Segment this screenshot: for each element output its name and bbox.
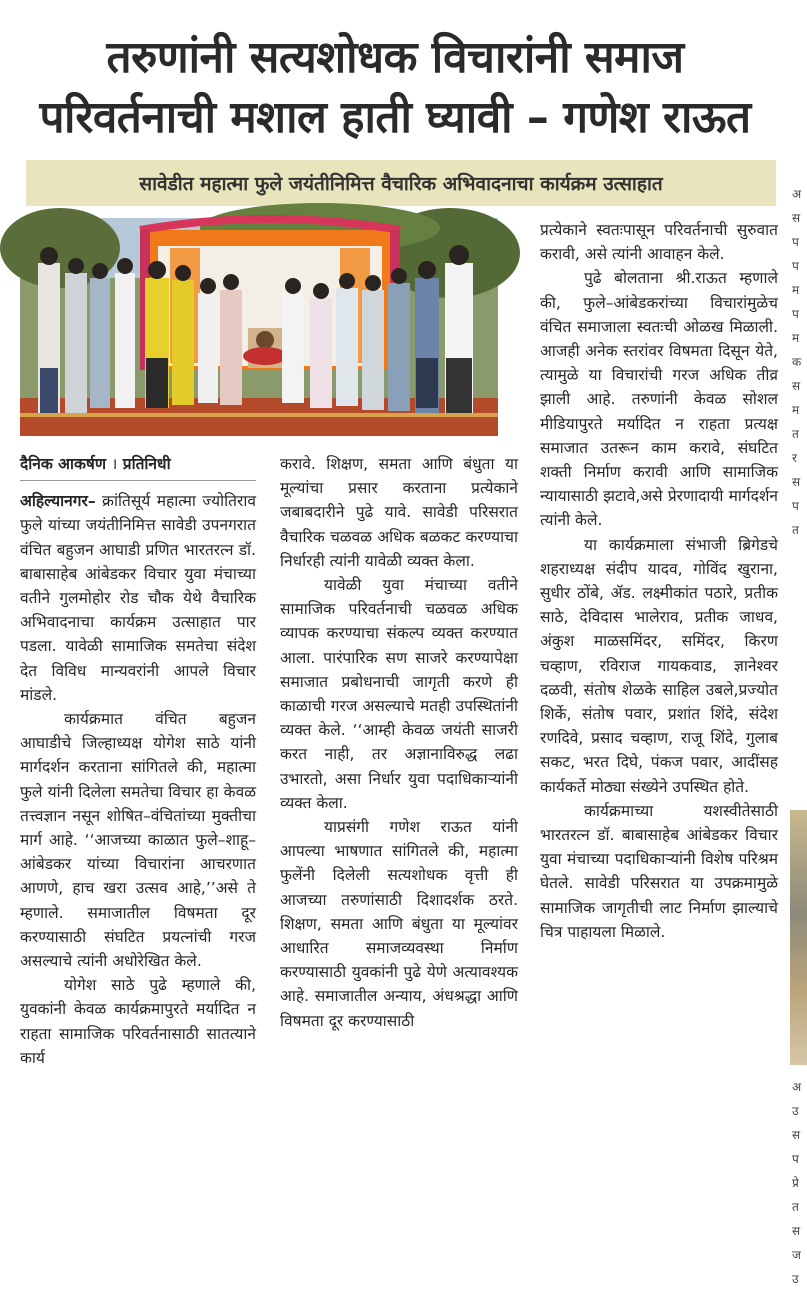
adjacent-text-char: स <box>792 1128 801 1142</box>
article-paragraph: प्रत्येकाने स्वतःपासून परिवर्तनाची सुरुवात करावी, असे त्यांनी आवाहन केले. <box>540 221 778 264</box>
adjacent-text-char: प्रे <box>792 1176 799 1190</box>
adjacent-text-char: अ <box>792 1080 802 1094</box>
adjacent-photo-fragment <box>790 810 807 1065</box>
adjacent-text-char: प <box>792 307 799 321</box>
adjacent-text-char: म <box>792 403 800 417</box>
adjacent-text-top <box>792 182 806 542</box>
adjacent-text-char: स <box>792 475 801 489</box>
adjacent-text-char: स <box>792 379 801 393</box>
adjacent-text-char: त <box>792 1200 799 1214</box>
byline <box>20 452 256 481</box>
adjacent-text-char: म <box>792 283 800 297</box>
adjacent-text-char: प <box>792 259 799 273</box>
article-column-1 <box>20 452 256 1070</box>
article-paragraph: कार्यक्रमात वंचित बहुजन आघाडीचे जिल्हाध्यक्ष योगेश साठे यांनी मार्गदर्शन करताना सांगितले की, महात्मा फुले यांनी दिलेला समतेचा विचार हा केवळ तत्त्वज्ञान नसून शोषित–वंचितांच्या मुक्तीचा मार्ग आहे. ‘‘आजच्या काळात फुले–शाहू–आंबेडकर यांच्या विचारांना आचरणात आणणे, हाच खरा उत्सव आहे,’’असे ते म्हणाले. समाजातील विषमता दूर करण्यासाठी संघटित प्रयत्नांची गरज असल्याचे त्यांनी अधोरेखित केले. <box>20 710 256 971</box>
adjacent-text-char: प <box>792 499 799 513</box>
adjacent-text-char: त <box>792 523 799 537</box>
subheadline-band <box>26 160 776 206</box>
adjacent-text-char: उ <box>792 1272 799 1286</box>
adjacent-text-char: र <box>792 451 797 465</box>
article-paragraph: योगेश साठे पुढे म्हणाले की, युवकांनी केवळ कार्यक्रमापुरते मर्यादित न राहता सामाजिक परिवर्तनासाठी सातत्याने कार्य <box>20 976 256 1067</box>
adjacent-text-char: अ <box>792 187 802 201</box>
article-paragraph: यावेळी युवा मंचाच्या वतीने सामाजिक परिवर्तनाची चळवळ अधिक व्यापक करण्याचा संकल्प व्यक्त करण्यात आला. पारंपारिक सण साजरे करण्यापेक्षा समाजात प्रबोधनाची जागृती करणे ही काळाची गरज असल्याचे मतही उपस्थितांनी व्यक्त केले. ‘‘आम्ही केवळ जयंती साजरी करत नाही, तर अज्ञानाविरुद्ध लढा उभारतो, असा निर्धार युवा पदाधिकाऱ्यांनी व्यक्त केला. <box>280 576 518 812</box>
adjacent-text-char: म <box>792 331 800 345</box>
adjacent-article-fragment <box>790 170 807 1286</box>
adjacent-text-char: क <box>792 355 802 369</box>
paragraph-text: क्रांतिसूर्य महात्मा ज्योतिराव फुले यांच्या जयंतीनिमित्त सावेडी उपनगरात वंचित बहुजन आघाडी प्रणित भारतरत्न डॉ. बाबासाहेब आंबेडकर विचार युवा मंचाच्या वतीने गुलमोहोर रोड चौक येथे वैचारिक अभिवादनाचा कार्यक्रम उत्साहात पार पडला. यावेळी सामाजिक समतेचा संदेश देत विविध मान्यवरांनी आपले विचार मांडले. <box>20 492 256 704</box>
byline-separator: । <box>111 455 118 473</box>
adjacent-text-bottom <box>792 1075 806 1291</box>
article-paragraph <box>20 489 256 707</box>
article-paragraph: या कार्यक्रमाला संभाजी ब्रिगेडचे शहराध्यक्ष संदीप यादव, गोविंद खुराना, सुधीर ठोंबे, ॲड. लक्ष्मीकांत पठारे, प्रतीक साठे, देविदास भालेराव, प्रतीक जाधव, अंकुश माळसमिंदर, समिंदर, किरण चव्हाण, रविराज गायकवाड, ज्ञानेश्वर दळवी, संतोष शेळके साहिल उबले,प्रज्योत शिर्के, संतोष पवार, प्रशांत शिंदे, संदेश रणदिवे, प्रसाद चव्हाण, राजू शिंदे, गुलाब सकट, भरत दिघे, पंकज पवार, आदींसह कार्यकर्ते मोठ्या संख्येने उपस्थित होते. <box>540 535 778 796</box>
adjacent-text-char: उ <box>792 1104 799 1118</box>
headline-line-1: तरुणांनी सत्यशोधक विचारांनी समाज <box>106 32 684 83</box>
adjacent-text-char: स <box>792 1224 801 1238</box>
article-paragraph: याप्रसंगी गणेश राऊत यांनी आपल्या भाषणात सांगितले की, महात्मा फुलेंनी दिलेली सत्यशोधक वृत्ती ही आजच्या तरुणांसाठी दिशादर्शक ठरते. शिक्षण, समता आणि बंधुता या मूल्यांवर आधारित समाजव्यवस्था निर्माण करण्यासाठी युवकांनी पुढे येणे अत्यावश्यक आहे. समाजातील अन्याय, अंधश्रद्धा आणि विषमता दूर करण्यासाठी <box>280 818 518 1030</box>
adjacent-text-char: स <box>792 211 801 225</box>
byline-name: दैनिक आकर्षण <box>20 455 107 473</box>
adjacent-text-char: प <box>792 1152 799 1166</box>
dateline: अहिल्यानगर– <box>20 492 96 511</box>
article-paragraph: कार्यक्रमाच्या यशस्वीतेसाठी भारतरत्न डॉ. बाबासाहेब आंबेडकर विचार युवा मंचाच्या पदाधिकाऱ्यांनी विशेष परिश्रम घेतले. सावेडी परिसरात या उपक्रमामुळे सामाजिक जागृतीची लाट निर्माण झाल्याचे चित्र पाहायला मिळाले. <box>540 801 778 941</box>
byline-role: प्रतिनिधी <box>122 455 171 473</box>
event-group-photo <box>20 218 498 436</box>
event-photo-illustration <box>20 218 498 436</box>
headline-line-2: परिवर्तनाची मशाल हाती घ्यावी – गणेश राऊत <box>39 92 751 143</box>
article-paragraph: करावे. शिक्षण, समता आणि बंधुता या मूल्यांचा प्रसार करताना प्रत्येकाने जबाबदारीने पुढे यावे. सावेडी परिसरात वैचारिक चळवळ अधिक बळकट करण्याचा निर्धारही त्यांनी यावेळी व्यक्त केला. <box>280 455 518 570</box>
article-column-2 <box>280 452 518 1033</box>
adjacent-text-char: प <box>792 235 799 249</box>
adjacent-text-char: ज <box>792 1248 801 1262</box>
article-column-3 <box>540 218 778 944</box>
article-paragraph: पुढे बोलताना श्री.राऊत म्हणाले की, फुले–आंबेडकरांच्या विचारांमुळेच वंचित समाजाला स्वतःची ओळख मिळाली. आजही अनेक स्तरांवर विषमता दिसून येते, त्यामुळे या विचारांची गरज अधिक तीव्र झाली आहे. तरुणांनी केवळ सोशल मीडियापुरते मर्यादित न राहता प्रत्यक्ष समाजात उतरून काम करावे, संघटित शक्ती निर्माण करावी आणि सामाजिक न्यायासाठी झटावे,असे प्रेरणादायी मार्गदर्शन त्यांनी केले. <box>540 269 778 530</box>
adjacent-text-char: त <box>792 427 799 441</box>
subheadline-text: सावेडीत महात्मा फुले जयंतीनिमित्त वैचारिक अभिवादनाचा कार्यक्रम उत्साहात <box>139 173 663 195</box>
